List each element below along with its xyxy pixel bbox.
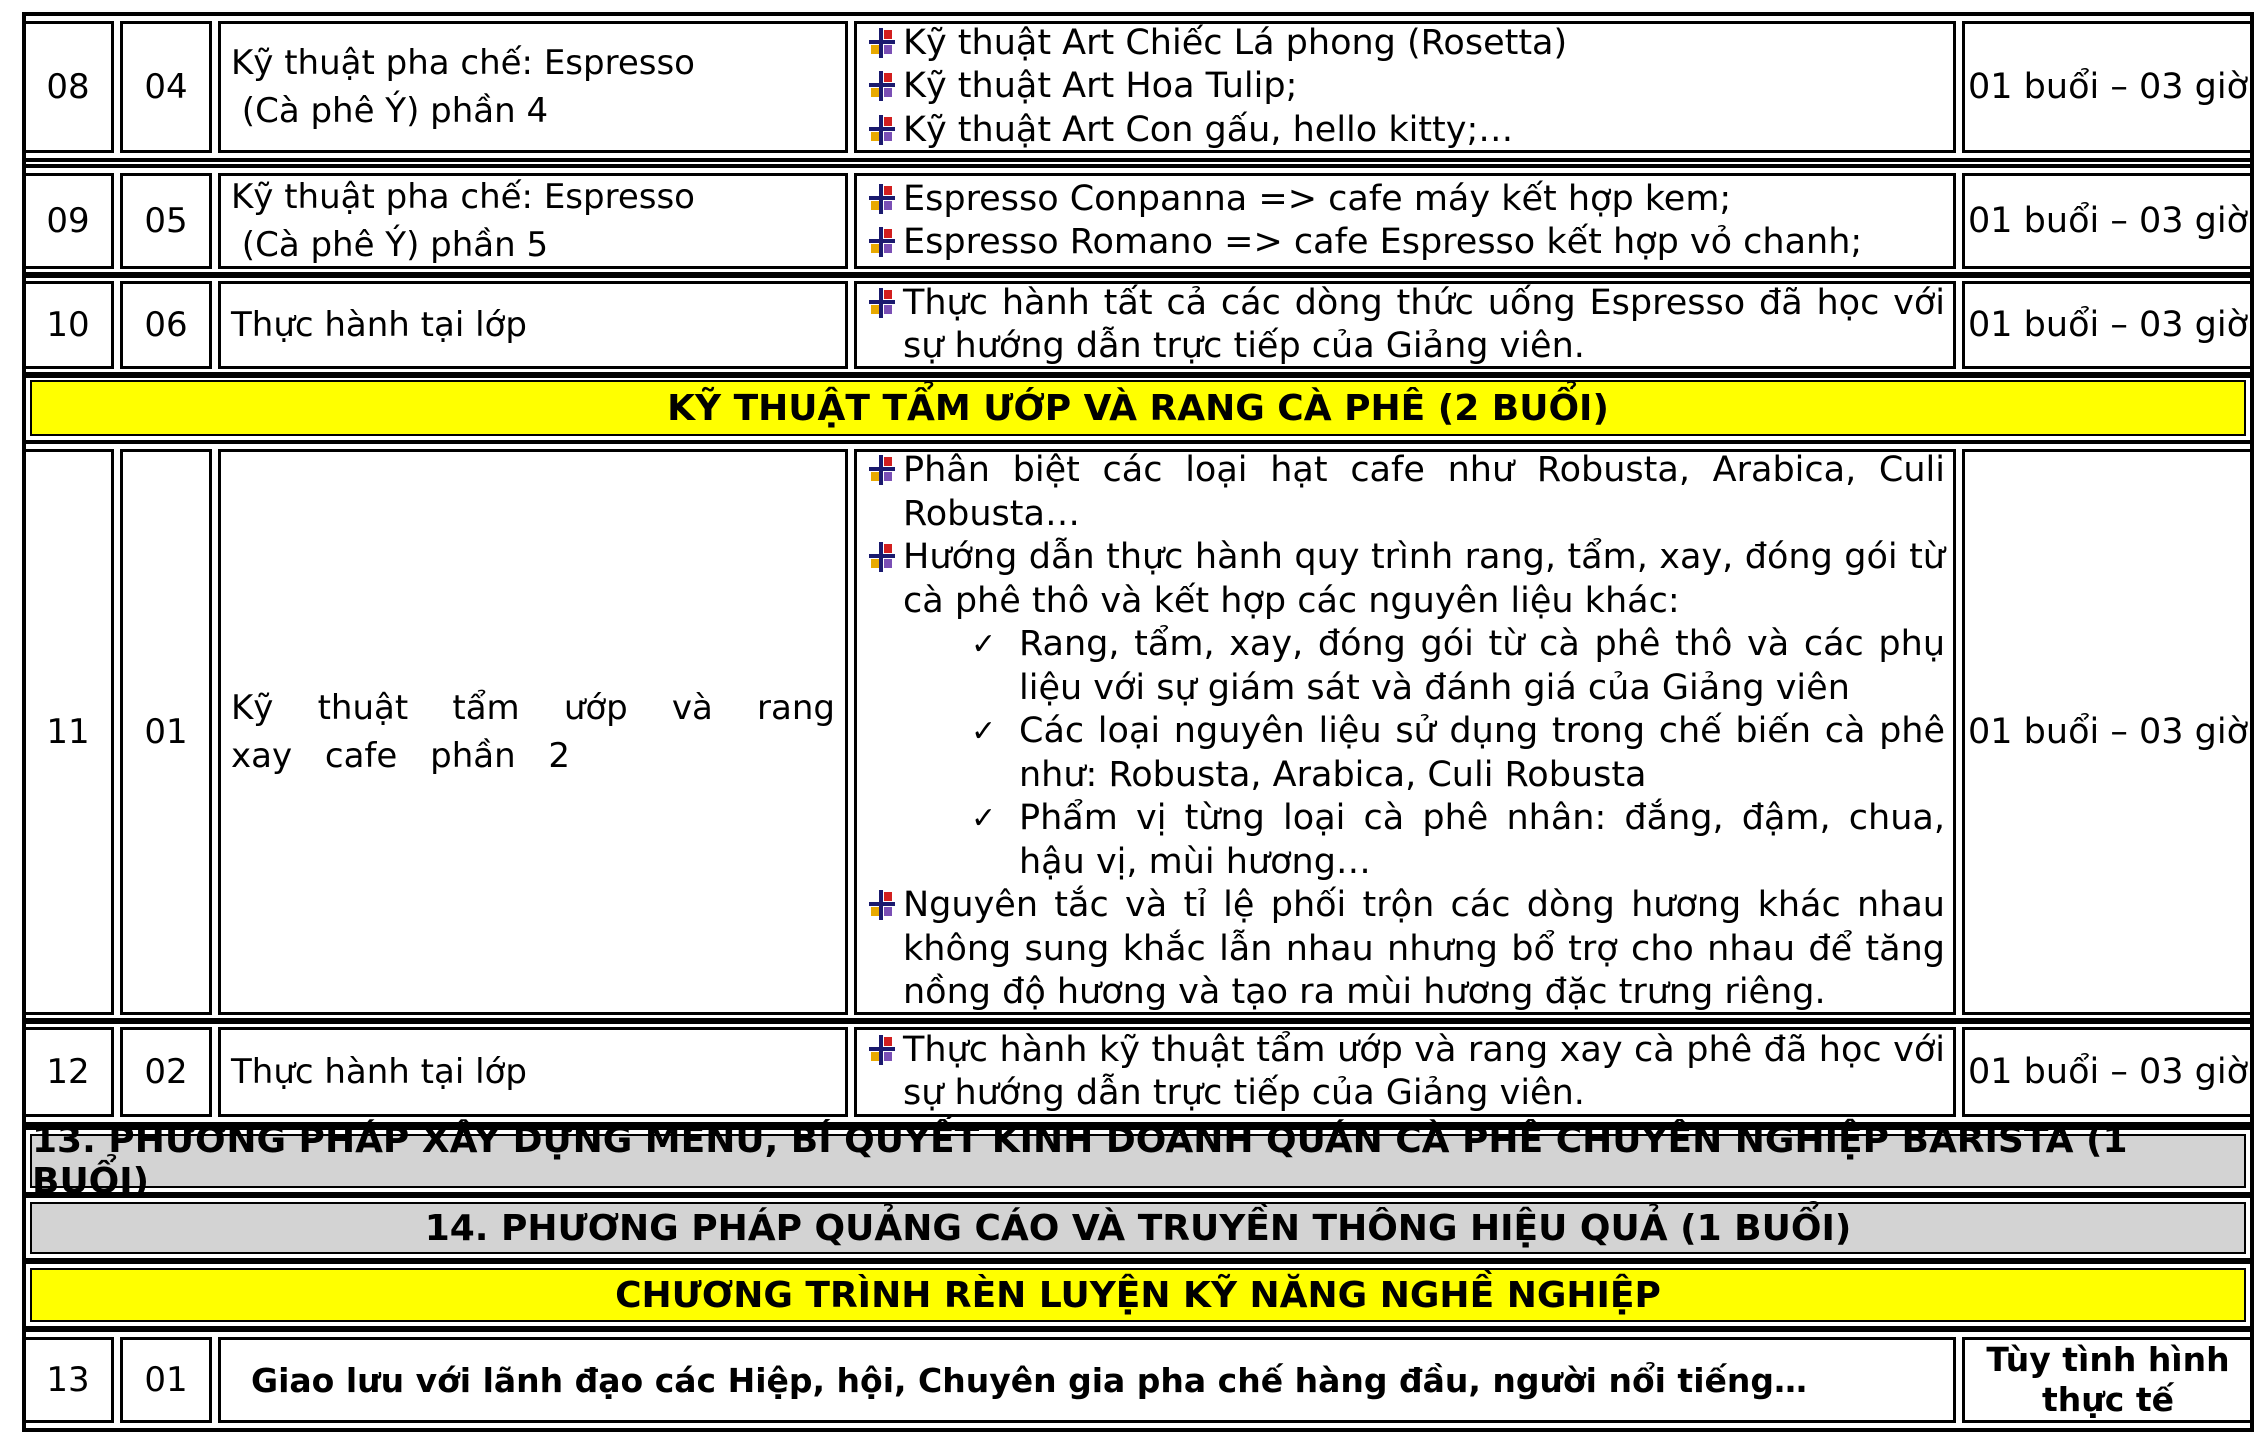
table-row: [22, 272, 2254, 378]
table-left-border: [22, 12, 26, 1432]
duration-cell: 01 buổi – 03 giờ: [1962, 21, 2254, 153]
topic-cell: Kỹ thuật tẩm ướp và rang xay cafe phần 2: [218, 449, 848, 1015]
row-number: 08: [22, 21, 114, 153]
flag-bullet-icon: [867, 65, 903, 108]
flag-bullet-icon: [867, 282, 897, 322]
session-number: 02: [120, 1027, 212, 1117]
session-number: 01: [120, 1337, 212, 1423]
check-icon: ✓: [971, 627, 997, 663]
topic-cell: Giao lưu với lãnh đạo các Hiệp, hội, Chuyên gia pha chế hàng đầu, người nổi tiếng…: [218, 1337, 1956, 1423]
flag-bullet-icon: [867, 884, 897, 924]
content-cell: Espresso Conpanna => cafe máy kết hợp kem; Espresso Romano => cafe Espresso kết hợp vỏ chanh;: [854, 173, 1956, 269]
flag-bullet-icon: [867, 109, 903, 152]
row-number: 11: [22, 449, 114, 1015]
flag-bullet-icon: [867, 282, 903, 325]
table-row: [22, 440, 2254, 1024]
section-header-skills: CHƯƠNG TRÌNH RÈN LUYỆN KỸ NĂNG NGHỀ NGHIỆP: [22, 1260, 2254, 1330]
section-header-advertising: 14. PHƯƠNG PHÁP QUẢNG CÁO VÀ TRUYỀN THÔNG HIỆU QUẢ (1 BUỔI): [22, 1194, 2254, 1262]
topic-cell: Thực hành tại lớp: [218, 1027, 848, 1117]
flag-bullet-icon: [867, 221, 897, 261]
flag-bullet-icon: [867, 449, 903, 492]
topic-cell: Thực hành tại lớp: [218, 281, 848, 369]
content-cell: Phân biệt các loại hạt cafe như Robusta, Arabica, Culi Robusta… Hướng dẫn thực hành quy trình rang, tẩm, xay, đóng gói từ cà phê thô và kết hợp các nguyên liệu khác: ✓ Rang, tẩm, xay, đóng gói từ cà phê thô và các phụ liệu với sự giám sát và đánh giá của Giảng viên ✓ Các loại nguyên liệu sử dụng trong chế biến cà phê như: Robusta, Arabica, Culi Robusta ✓ Phẩm vị từng loại cà phê nhân: đắng, đậm, chua, hậu vị, mùi hương… Nguyên tắc và tỉ lệ phối trộn các dòng hương khác nhau không sung khắc lẫn nhau nhưng bổ trợ cho nhau để tăng nồng độ hương và tạo ra mùi hương đặc trưng riêng.: [854, 449, 1956, 1015]
flag-bullet-icon: [867, 1029, 903, 1072]
flag-bullet-icon: [867, 884, 903, 927]
duration-cell: 01 buổi – 03 giờ: [1962, 281, 2254, 369]
flag-bullet-icon: [867, 65, 897, 105]
table-row: [22, 1328, 2254, 1432]
row-number: 13: [22, 1337, 114, 1423]
table-row: [22, 12, 2254, 162]
topic-cell: Kỹ thuật pha chế: Espresso (Cà phê Ý) phần 4: [218, 21, 848, 153]
section-header-menu: 13. PHƯƠNG PHÁP XÂY DỰNG MENU, BÍ QUYẾT KINH DOANH QUÁN CÀ PHÊ CHUYÊN NGHIỆP BARISTA (1 BUỔI): [22, 1126, 2254, 1196]
flag-bullet-icon: [867, 536, 897, 576]
check-icon: ✓: [971, 714, 997, 750]
flag-bullet-icon: [867, 1029, 897, 1069]
flag-bullet-icon: [867, 109, 897, 149]
row-number: 10: [22, 281, 114, 369]
session-number: 05: [120, 173, 212, 269]
duration-cell: 01 buổi – 03 giờ: [1962, 449, 2254, 1015]
content-cell: Thực hành tất cả các dòng thức uống Espresso đã học với sự hướng dẫn trực tiếp của Giảng viên.: [854, 281, 1956, 369]
flag-bullet-icon: [867, 536, 903, 579]
section-header-roasting: KỸ THUẬT TẨM ƯỚP VÀ RANG CÀ PHÊ (2 BUỔI): [22, 372, 2254, 444]
session-number: 01: [120, 449, 212, 1015]
table-row: [22, 1018, 2254, 1126]
session-number: 04: [120, 21, 212, 153]
row-number: 09: [22, 173, 114, 269]
duration-cell: 01 buổi – 03 giờ: [1962, 1027, 2254, 1117]
topic-cell: Kỹ thuật pha chế: Espresso (Cà phê Ý) phần 5: [218, 173, 848, 269]
flag-bullet-icon: [867, 221, 903, 264]
flag-bullet-icon: [867, 22, 903, 65]
table-right-border: [2250, 12, 2254, 1432]
table-row: [22, 164, 2254, 278]
row-number: 12: [22, 1027, 114, 1117]
duration-cell: Tùy tình hình thực tế: [1962, 1337, 2254, 1423]
content-cell: Kỹ thuật Art Chiếc Lá phong (Rosetta) Kỹ thuật Art Hoa Tulip; Kỹ thuật Art Con gấu, hello kitty;…: [854, 21, 1956, 153]
session-number: 06: [120, 281, 212, 369]
flag-bullet-icon: [867, 178, 903, 221]
flag-bullet-icon: [867, 449, 897, 489]
flag-bullet-icon: [867, 178, 897, 218]
check-icon: ✓: [971, 801, 997, 837]
flag-bullet-icon: [867, 22, 897, 62]
content-cell: Thực hành kỹ thuật tẩm ướp và rang xay cà phê đã học với sự hướng dẫn trực tiếp của Giảng viên.: [854, 1027, 1956, 1117]
duration-cell: 01 buổi – 03 giờ: [1962, 173, 2254, 269]
